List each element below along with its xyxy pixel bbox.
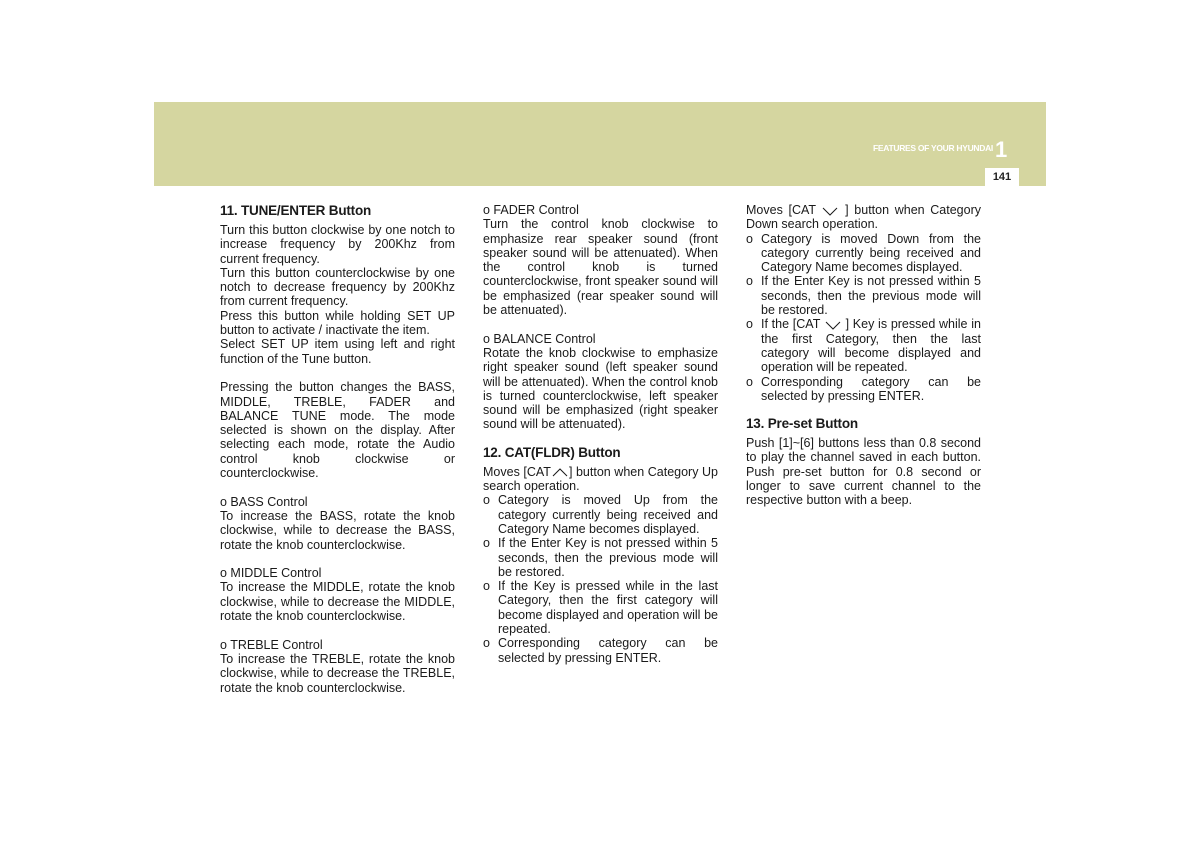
chapter-number: 1 (995, 137, 1008, 162)
list-item: o Corresponding category can be selected by pressing ENTER. (746, 374, 981, 403)
bass-control-text: To increase the BASS, rotate the knob clockwise, while to decrease the BASS, rotate the knob counterclockwise. (220, 508, 455, 552)
section-11-paragraph: Select SET UP item using left and right function of the Tune button. (220, 337, 455, 366)
list-item: o If the [CAT ] Key is pressed while in the first Category, then the last category will become displayed and operation will be repeated. (746, 317, 981, 375)
section-12-title: 12. CAT(FLDR) Button (483, 444, 621, 460)
balance-control-text: Rotate the knob clockwise to emphasize right speaker sound (left speaker sound will be attenuated). When the control knob is turned counterclockwise, left speaker sound will be emphasized (right speaker sound will be attenuated). (483, 345, 718, 432)
chevron-up-icon (551, 467, 569, 477)
bass-control-title: o BASS Control (220, 494, 308, 509)
list-item: o If the Enter Key is not pressed within 5 seconds, then the previous mode will be restored. (746, 274, 981, 318)
treble-control-text: To increase the TREBLE, rotate the knob clockwise, while to decrease the TREBLE, rotate the knob counterclockwise. (220, 651, 455, 695)
section-11-paragraph: Turn this button clockwise by one notch to increase frequency by 200Khz from current frequency. (220, 223, 455, 266)
chevron-down-icon (821, 206, 839, 216)
section-11-paragraph: Press this button while holding SET UP button to activate / inactivate the item. (220, 308, 455, 338)
middle-control-text: To increase the MIDDLE, rotate the knob clockwise, while to decrease the MIDDLE, rotate the knob counterclockwise. (220, 580, 455, 624)
chevron-down-icon (824, 320, 842, 330)
section-title: FEATURES OF YOUR HYUNDAI (873, 143, 993, 153)
list-item: o Category is moved Down from the category currently being received and Category Name becomes displayed. (746, 231, 981, 275)
section-13-text: Push [1]~[6] buttons less than 0.8 second to play the channel saved in each button. Push pre-set button for 0.8 second or longer to save current channel to the respective button with a beep. (746, 436, 981, 508)
middle-control-title: o MIDDLE Control (220, 566, 322, 581)
treble-control-title: o TREBLE Control (220, 637, 323, 652)
column-3 (746, 203, 981, 508)
section-11-title: 11. TUNE/ENTER Button (220, 203, 372, 218)
list-item: o If the Enter Key is not pressed within 5 seconds, then the previous mode will be restored. (483, 536, 718, 579)
fader-control-text: Turn the control knob clockwise to emphasize rear speaker sound (front speaker sound will be attenuated). When the control knob is turned counterclockwise, front speaker sound will be emphasized (rear speaker sound will be attenuated). (483, 217, 718, 318)
section-13-title: 13. Pre-set Button (746, 416, 858, 432)
list-item: o If the Key is pressed while in the last Category, then the first category will become displayed and operation will be repeated. (483, 579, 718, 637)
balance-control-title: o BALANCE Control (483, 331, 596, 346)
section-11-paragraph: Turn this button counterclockwise by one notch to decrease frequency by 200Khz from current frequency. (220, 265, 455, 309)
category-down-intro: Moves [CAT ] button when Category Down search operation. (746, 203, 981, 232)
list-item: o Corresponding category can be selected by pressing ENTER. (483, 636, 718, 665)
column-1 (220, 203, 455, 695)
section-12-intro: Moves [CAT ] button when Category Up search operation. (483, 464, 718, 494)
page-number: 141 (992, 171, 1012, 183)
section-11-paragraph: Pressing the button changes the BASS, MIDDLE, TREBLE, FADER and BALANCE TUNE mode. The mode selected is shown on the display. After selecting each mode, rotate the Audio control knob clockwise or counterclockwise. (220, 380, 455, 481)
column-2 (483, 203, 718, 665)
list-item: o Category is moved Up from the category currently being received and Category Name becomes displayed. (483, 493, 718, 536)
fader-control-title: o FADER Control (483, 203, 579, 217)
